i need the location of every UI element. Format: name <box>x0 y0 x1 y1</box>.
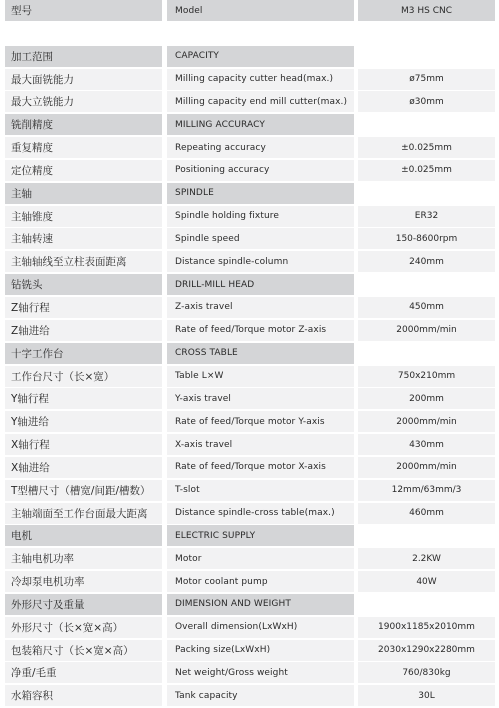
section-row <box>0 183 499 206</box>
section-title-cn: 主轴 <box>5 183 162 204</box>
spec-row <box>0 617 499 640</box>
spec-label-en: Table L×W <box>167 366 354 387</box>
spec-label-en: Overall dimension(LxWxH) <box>167 617 354 638</box>
section-row <box>0 46 499 69</box>
spec-row <box>0 571 499 594</box>
spec-row <box>0 320 499 343</box>
spec-rows <box>0 46 499 708</box>
spec-value: 2.2KW <box>358 548 495 569</box>
spec-label-cn: 冷却泵电机功率 <box>5 571 162 592</box>
spec-label-en: Packing size(LxWxH) <box>167 640 354 661</box>
spec-label-en: T-slot <box>167 480 354 501</box>
spec-row <box>0 457 499 480</box>
header-en-label: Model <box>167 0 354 21</box>
spec-row <box>0 685 499 708</box>
spec-label-cn: 主轴电机功率 <box>5 548 162 569</box>
section-title-cn: 加工范围 <box>5 46 162 67</box>
spec-value: ER32 <box>358 206 495 227</box>
spec-label-en: Rate of feed/Torque motor Y-axis <box>167 411 354 432</box>
section-value-empty <box>358 343 495 364</box>
spec-value: 30L <box>358 685 495 706</box>
section-title-en: CAPACITY <box>167 46 354 67</box>
section-title-en: DIMENSION AND WEIGHT <box>167 594 354 615</box>
spec-value: ø75mm <box>358 69 495 90</box>
spec-row <box>0 388 499 411</box>
spec-label-en: Motor <box>167 548 354 569</box>
header-cn-label: 型号 <box>5 0 162 21</box>
section-title-cn: 钻铣头 <box>5 274 162 295</box>
section-value-empty <box>358 525 495 546</box>
section-row <box>0 274 499 297</box>
spec-label-cn: 外形尺寸（长×宽×高） <box>5 617 162 638</box>
spec-label-en: Tank capacity <box>167 685 354 706</box>
spec-row <box>0 640 499 663</box>
spec-row <box>0 366 499 389</box>
spec-value: 12mm/63mm/3 <box>358 480 495 501</box>
section-value-empty <box>358 274 495 295</box>
spec-row <box>0 228 499 251</box>
spec-row <box>0 480 499 503</box>
spec-row <box>0 69 499 92</box>
spec-value: ±0.025mm <box>358 137 495 158</box>
section-row <box>0 594 499 617</box>
section-title-en: ELECTRIC SUPPLY <box>167 525 354 546</box>
spec-value: 750x210mm <box>358 366 495 387</box>
spec-value: ±0.025mm <box>358 160 495 181</box>
spec-label-cn: T型槽尺寸（槽宽/间距/槽数） <box>5 480 162 501</box>
section-row <box>0 114 499 137</box>
spec-label-cn: Z轴行程 <box>5 297 162 318</box>
spec-label-cn: Z轴进给 <box>5 320 162 341</box>
header-row <box>0 0 499 23</box>
spec-label-cn: Y轴进给 <box>5 411 162 432</box>
spec-row <box>0 411 499 434</box>
spec-row <box>0 503 499 526</box>
header-model-value: M3 HS CNC <box>358 0 495 21</box>
spacer-cell <box>358 23 495 44</box>
spec-label-cn: 主轴端面至工作台面最大距离 <box>5 503 162 524</box>
spec-row <box>0 548 499 571</box>
spec-label-cn: 净重/毛重 <box>5 662 162 683</box>
spec-label-en: Motor coolant pump <box>167 571 354 592</box>
spec-label-cn: 重复精度 <box>5 137 162 158</box>
spec-label-cn: 主轴转速 <box>5 228 162 249</box>
spec-value: 2000mm/min <box>358 411 495 432</box>
section-title-cn: 外形尺寸及重量 <box>5 594 162 615</box>
spec-label-en: Milling capacity end mill cutter(max.) <box>167 91 354 112</box>
spacer-row <box>0 23 499 46</box>
spec-row <box>0 91 499 114</box>
spec-label-cn: 水箱容积 <box>5 685 162 706</box>
spec-label-cn: 最大立铣能力 <box>5 91 162 112</box>
spec-label-cn: 最大面铣能力 <box>5 69 162 90</box>
spec-row <box>0 137 499 160</box>
spec-label-en: Spindle speed <box>167 228 354 249</box>
spec-row <box>0 251 499 274</box>
spec-value: 1900x1185x2010mm <box>358 617 495 638</box>
spec-row <box>0 297 499 320</box>
section-value-empty <box>358 183 495 204</box>
spacer-cell <box>167 23 354 44</box>
spec-value: 430mm <box>358 434 495 455</box>
spec-label-en: Z-axis travel <box>167 297 354 318</box>
spec-row <box>0 662 499 685</box>
spec-label-en: Rate of feed/Torque motor Z-axis <box>167 320 354 341</box>
spec-label-cn: X轴行程 <box>5 434 162 455</box>
spacer-cell <box>5 23 162 44</box>
spec-label-en: Rate of feed/Torque motor X-axis <box>167 457 354 478</box>
spec-label-en: Milling capacity cutter head(max.) <box>167 69 354 90</box>
section-title-en: CROSS TABLE <box>167 343 354 364</box>
section-title-en: SPINDLE <box>167 183 354 204</box>
section-row <box>0 343 499 366</box>
section-title-en: DRILL-MILL HEAD <box>167 274 354 295</box>
spec-label-cn: X轴进给 <box>5 457 162 478</box>
spec-value: 240mm <box>358 251 495 272</box>
spec-value: 460mm <box>358 503 495 524</box>
spec-label-en: Y-axis travel <box>167 388 354 409</box>
spec-row <box>0 434 499 457</box>
section-title-cn: 铣削精度 <box>5 114 162 135</box>
spec-row <box>0 160 499 183</box>
section-value-empty <box>358 46 495 67</box>
spec-label-en: X-axis travel <box>167 434 354 455</box>
spec-label-en: Positioning accuracy <box>167 160 354 181</box>
spec-value: 760/830kg <box>358 662 495 683</box>
spec-value: 2000mm/min <box>358 320 495 341</box>
spec-value: 2030x1290x2280mm <box>358 640 495 661</box>
spec-label-en: Net weight/Gross weight <box>167 662 354 683</box>
spec-label-cn: 主轴轴线至立柱表面距离 <box>5 251 162 272</box>
spec-label-en: Distance spindle-cross table(max.) <box>167 503 354 524</box>
spec-value: 450mm <box>358 297 495 318</box>
spec-label-cn: 定位精度 <box>5 160 162 181</box>
spec-label-cn: 主轴锥度 <box>5 206 162 227</box>
section-title-cn: 十字工作台 <box>5 343 162 364</box>
section-title-en: MILLING ACCURACY <box>167 114 354 135</box>
spec-label-cn: 包装箱尺寸（长×宽×高） <box>5 640 162 661</box>
section-title-cn: 电机 <box>5 525 162 546</box>
spec-value: 2000mm/min <box>358 457 495 478</box>
spec-label-en: Repeating accuracy <box>167 137 354 158</box>
spec-label-cn: 工作台尺寸（长×宽） <box>5 366 162 387</box>
spec-value: ø30mm <box>358 91 495 112</box>
spec-label-en: Spindle holding fixture <box>167 206 354 227</box>
section-value-empty <box>358 594 495 615</box>
spec-label-cn: Y轴行程 <box>5 388 162 409</box>
section-value-empty <box>358 114 495 135</box>
spec-value: 150-8600rpm <box>358 228 495 249</box>
spec-label-en: Distance spindle-column <box>167 251 354 272</box>
spec-row <box>0 206 499 229</box>
section-row <box>0 525 499 548</box>
spec-value: 200mm <box>358 388 495 409</box>
spec-value: 40W <box>358 571 495 592</box>
